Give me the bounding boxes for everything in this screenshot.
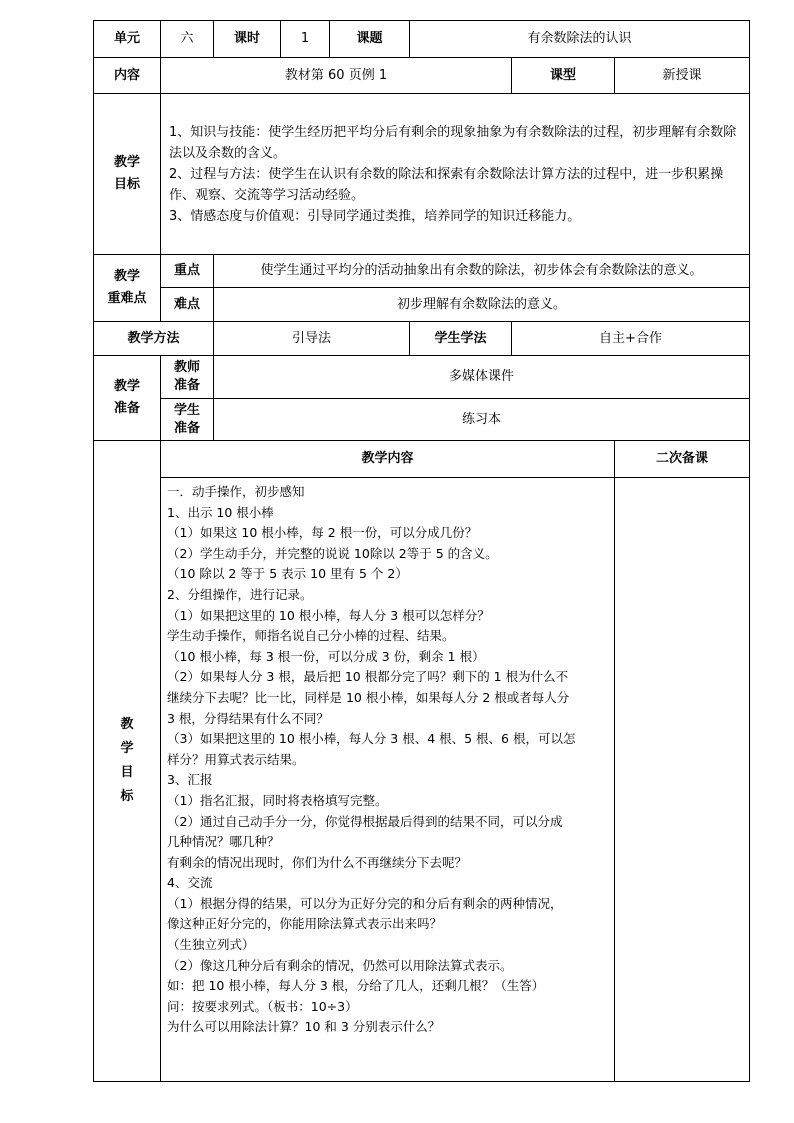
period-label: 课时 <box>214 21 281 58</box>
period-value: 1 <box>281 21 330 58</box>
content-line-9: （10 根小棒，每 3 根一份，可以分成 3 份，剩余 1 根） <box>167 648 485 664</box>
content-line-14: 样分？用算式表示结果。 <box>167 751 305 767</box>
key-points-label-line2: 重难点 <box>107 291 147 306</box>
key-value: 使学生通过平均分的活动抽象出有余数的除法，初步体会有余数除法的意义。 <box>214 255 750 288</box>
difficult-value: 初步理解有余数除法的意义。 <box>214 288 750 322</box>
teaching-method-value: 引导法 <box>214 322 410 356</box>
content-line-8: 学生动手操作，师指名说自己分小棒的过程、结果。 <box>167 628 455 644</box>
teacher-prep-label-line2: 准备 <box>173 378 200 393</box>
teaching-method-label: 教学方法 <box>94 322 214 356</box>
student-prep-label-line2: 准备 <box>173 420 200 436</box>
content-value: 教材第 60 页例 1 <box>161 58 512 94</box>
content-line-17: （2）通过自己动手分一分，你觉得根据最后得到的结果不同，可以分成 <box>167 813 563 829</box>
prep-label-line2: 准备 <box>113 401 140 416</box>
content-line-5: （10 除以 2 等于 5 表示 10 里有 5 个 2） <box>167 566 408 582</box>
content-line-16: （1）指名汇报，同时将表格填写完整。 <box>167 792 388 808</box>
content-line-13: （3）如果把这里的 10 根小棒，每人分 3 根、4 根、5 根、6 根，可以怎 <box>167 731 576 747</box>
methods-row <box>94 322 750 356</box>
key-label: 重点 <box>161 255 214 288</box>
content-line-25: 如：把 10 根小棒，每人分 3 根，分给了几人，还剩几根？（生答） <box>167 978 545 994</box>
second-prep-header: 二次备课 <box>615 441 750 478</box>
learning-method-label: 学生学法 <box>410 322 512 356</box>
content-line-1: 一．动手操作，初步感知 <box>167 484 305 499</box>
teaching-content-body <box>161 478 615 1082</box>
goals-label-line2: 目标 <box>113 177 140 192</box>
teaching-content-header: 教学内容 <box>161 441 615 478</box>
lesson-plan-sheet <box>93 20 749 1082</box>
content-line-4: （2）学生动手分，并完整的说说 10除以 2等于 5 的含义。 <box>167 545 498 561</box>
teacher-prep-label-line1: 教师 <box>173 360 200 375</box>
content-line-20: 4、交流 <box>167 875 213 891</box>
content-line-12: 3 根，分得结果有什么不同？ <box>167 710 329 726</box>
student-prep-label <box>161 399 214 441</box>
process-body-row <box>94 478 750 1082</box>
content-line-27: 为什么可以用除法计算？10 和 3 分别表示什么？ <box>167 1019 441 1035</box>
lesson-type-label: 课型 <box>512 58 615 94</box>
content-line-19: 有剩余的情况出现时，你们为什么不再继续分下去呢？ <box>167 854 468 870</box>
process-side-char-1: 教 <box>120 717 134 732</box>
difficult-label: 难点 <box>161 288 214 322</box>
student-prep-value: 练习本 <box>214 399 750 441</box>
content-line-10: （2）如果每人分 3 根，最后把 10 根都分完了吗？剩下的 1 根为什么不 <box>167 669 569 685</box>
student-prep-label-line1: 学生 <box>173 402 200 418</box>
topic-value: 有余数除法的认识 <box>410 21 750 58</box>
content-line-15: 3、汇报 <box>167 772 213 788</box>
process-side-label <box>94 441 161 1082</box>
goals-text <box>161 94 750 255</box>
goal-line-1: 1、知识与技能：使学生经历把平均分后有剩余的现象抽象为有余数除法的过程，初步理解有余数除法以及余数的含义。 <box>169 124 737 161</box>
content-line-18: 几种情况？哪几种？ <box>167 834 280 850</box>
process-side-char-4: 标 <box>120 789 134 804</box>
content-line-3: （1）如果这 10 根小棒，每 2 根一份，可以分成几份？ <box>167 525 478 541</box>
content-line-7: （1）如果把这里的 10 根小棒，每人分 3 根可以怎样分？ <box>167 607 490 623</box>
content-line-23: （生独立列式） <box>167 937 255 953</box>
lesson-type-value: 新授课 <box>615 58 750 94</box>
content-line-22: 像这种正好分完的，你能用除法算式表示出来吗？ <box>167 916 443 932</box>
process-side-char-3: 目 <box>120 765 134 780</box>
teacher-prep-value: 多媒体课件 <box>214 356 750 399</box>
goal-line-2: 2、过程与方法：使学生在认识有余数的除法和探索有余数除法计算方法的过程中，进一步积累操作、观察、交流等学习活动经验。 <box>169 166 724 203</box>
prep-label <box>94 356 161 441</box>
goal-line-3: 3、情感态度与价值观：引导同学通过类推，培养同学的知识迁移能力。 <box>169 208 581 224</box>
content-line-2: 1、出示 10 根小棒 <box>167 504 274 520</box>
goals-row <box>94 94 750 255</box>
difficult-point-row <box>94 288 750 322</box>
key-points-label <box>94 255 161 322</box>
teacher-prep-row <box>94 356 750 399</box>
key-point-row <box>94 255 750 288</box>
content-line-11: 继续分下去呢？比一比，同样是 10 根小棒，如果每人分 2 根或者每人分 <box>167 689 570 705</box>
student-prep-row <box>94 399 750 441</box>
header-row <box>94 21 750 58</box>
content-line-26: 问：按要求列式。（板书：10÷3） <box>167 998 358 1014</box>
goals-label-line1: 教学 <box>113 155 140 170</box>
content-row <box>94 58 750 94</box>
learning-method-value: 自主+合作 <box>512 322 750 356</box>
unit-value: 六 <box>161 21 214 58</box>
lesson-plan-table <box>93 20 750 1082</box>
content-line-6: 2、分组操作，进行记录。 <box>167 586 313 602</box>
content-line-21: （1）根据分得的结果，可以分为正好分完的和分后有剩余的两种情况， <box>167 895 563 911</box>
unit-label: 单元 <box>94 21 161 58</box>
prep-label-line1: 教学 <box>113 379 140 394</box>
process-header-row <box>94 441 750 478</box>
second-prep-body <box>615 478 750 1082</box>
topic-label: 课题 <box>330 21 410 58</box>
content-line-24: （2）像这几种分后有剩余的情况，仍然可以用除法算式表示。 <box>167 957 513 973</box>
goals-label <box>94 94 161 255</box>
teacher-prep-label <box>161 356 214 399</box>
key-points-label-line1: 教学 <box>113 269 140 284</box>
process-side-char-2: 学 <box>120 741 134 756</box>
content-label: 内容 <box>94 58 161 94</box>
